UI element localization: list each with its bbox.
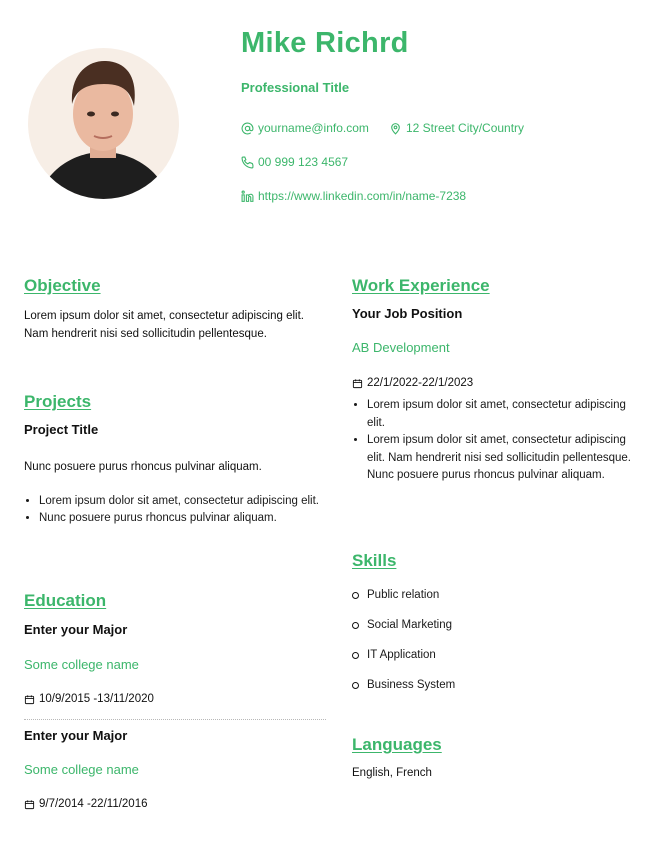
job-position: Your Job Position xyxy=(352,306,463,321)
email-text: yourname@info.com xyxy=(258,121,369,135)
list-item: • Lorem ipsum dolor sit amet, consectetur adipiscing elit. xyxy=(367,397,644,432)
education-college-1: Some college name xyxy=(24,657,139,672)
languages-text: English, French xyxy=(352,767,432,779)
calendar-icon xyxy=(352,378,363,389)
education-dates-2 xyxy=(24,798,148,810)
projects-section xyxy=(24,392,328,528)
phone-text: 00 999 123 4567 xyxy=(258,155,349,169)
list-item xyxy=(352,640,644,670)
linkedin-icon xyxy=(241,190,254,203)
candidate-name: Mike Richrd xyxy=(241,27,409,59)
education-dates-1 xyxy=(24,693,154,705)
skill-label: Business System xyxy=(367,679,456,691)
objective-heading: Objective xyxy=(24,276,101,295)
linkedin-text: https://www.linkedin.com/in/name-7238 xyxy=(258,189,467,203)
work-section xyxy=(352,276,644,485)
map-pin-icon xyxy=(389,122,402,135)
professional-title: Professional Title xyxy=(241,80,350,95)
work-dates xyxy=(352,377,644,389)
objective-text: Lorem ipsum dolor sit amet, consectetur adipiscing elit. Nam hendrerit nisi sed sollicitudin pellentesque. xyxy=(24,310,304,340)
projects-heading: Projects xyxy=(24,392,92,411)
linkedin-contact[interactable] xyxy=(241,189,466,203)
location-text: 12 Street City/Country xyxy=(406,121,525,135)
list-item xyxy=(352,610,644,640)
list-item: • Lorem ipsum dolor sit amet, consectetur adipiscing elit. Nam hendrerit nisi sed sollicitudin pellentesque. Nunc posuere purus rhoncus pulvinar aliquam. xyxy=(367,432,644,485)
education-major-2: Enter your Major xyxy=(24,728,128,743)
bullet-icon xyxy=(352,622,359,629)
divider xyxy=(24,719,326,720)
skills-section xyxy=(352,551,644,700)
project-title: Project Title xyxy=(24,422,99,437)
work-heading: Work Experience xyxy=(352,276,490,295)
education-major-1: Enter your Major xyxy=(24,622,128,637)
education-section xyxy=(24,591,326,611)
skills-list xyxy=(352,580,644,700)
list-item: • Nunc posuere purus rhoncus pulvinar aliquam. xyxy=(39,510,328,528)
phone-icon xyxy=(241,156,254,169)
date-text: 9/7/2014 -22/11/2016 xyxy=(39,798,148,810)
date-text: 10/9/2015 -13/11/2020 xyxy=(39,693,154,705)
at-icon xyxy=(241,122,254,135)
education-heading: Education xyxy=(24,591,107,610)
skill-label: Public relation xyxy=(367,589,440,601)
bullet-icon xyxy=(352,682,359,689)
bullet-icon xyxy=(352,652,359,659)
project-description: Nunc posuere purus rhoncus pulvinar aliquam. xyxy=(24,461,262,473)
calendar-icon xyxy=(24,799,35,810)
profile-photo xyxy=(28,48,179,199)
languages-heading: Languages xyxy=(352,735,442,754)
date-text: 22/1/2022-22/1/2023 xyxy=(367,377,474,389)
education-college-2: Some college name xyxy=(24,762,139,777)
bullet-icon xyxy=(352,592,359,599)
list-item xyxy=(352,580,644,610)
location-contact xyxy=(389,121,524,135)
calendar-icon xyxy=(24,694,35,705)
list-item xyxy=(352,670,644,700)
skill-label: IT Application xyxy=(367,649,436,661)
company-name: AB Development xyxy=(352,340,450,355)
work-bullets xyxy=(352,397,644,485)
languages-section xyxy=(352,735,644,783)
skills-heading: Skills xyxy=(352,551,397,570)
skill-label: Social Marketing xyxy=(367,619,453,631)
objective-section xyxy=(24,276,326,343)
project-bullets xyxy=(24,493,328,528)
list-item: • Lorem ipsum dolor sit amet, consectetur adipiscing elit. xyxy=(39,493,328,511)
email-contact[interactable] xyxy=(241,121,369,135)
phone-contact[interactable] xyxy=(241,155,348,169)
